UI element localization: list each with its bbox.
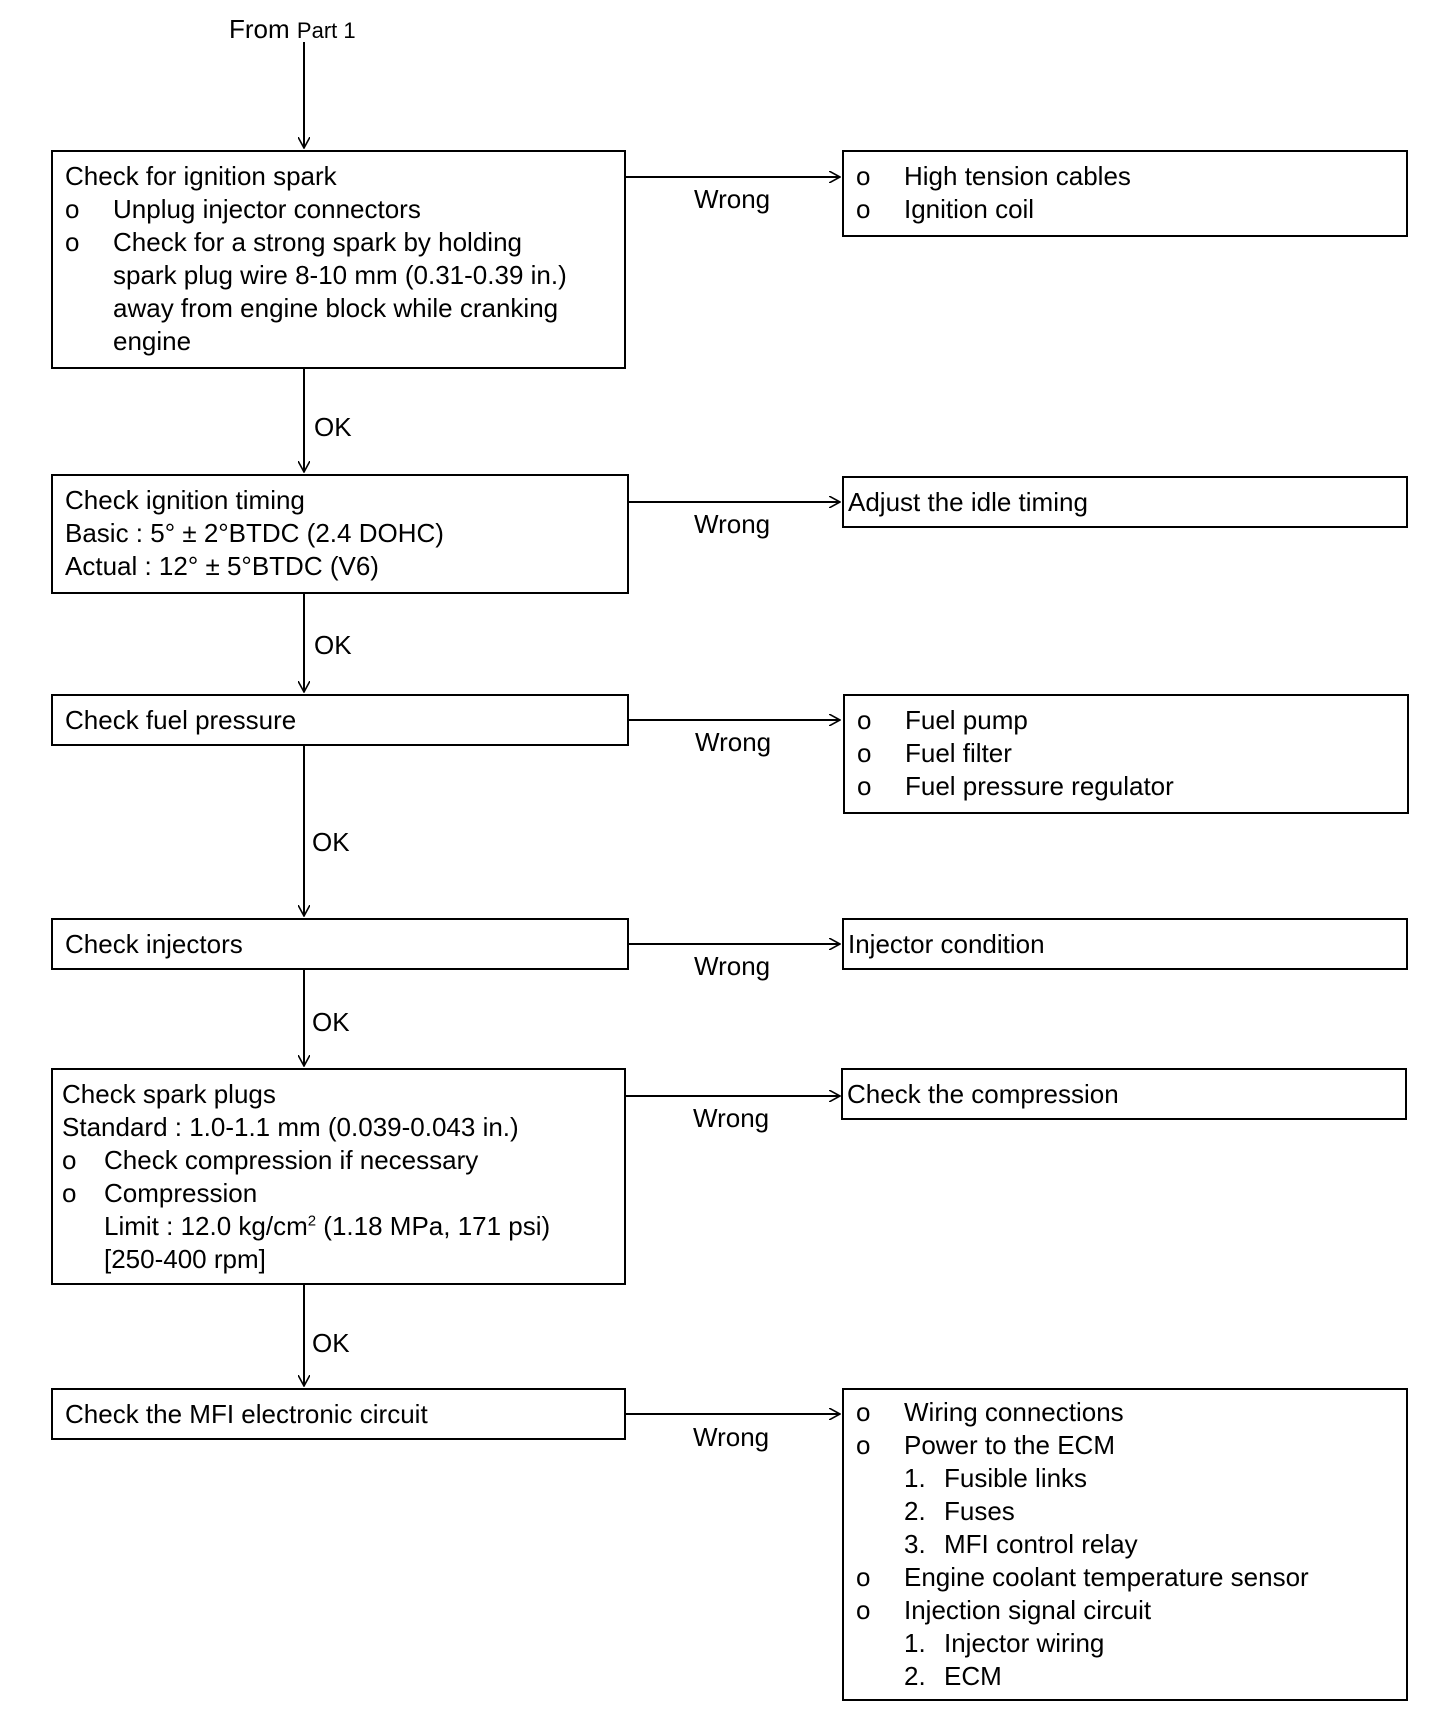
step-fuel-pressure-box: [51, 694, 629, 746]
bullet: o: [62, 1178, 77, 1208]
step-title: Check the MFI electronic circuit: [65, 1399, 428, 1429]
list-item: [856, 1594, 1394, 1627]
rpm-line: [250-400 rpm]: [104, 1244, 266, 1274]
from-text: From: [229, 14, 290, 44]
list-item-continuation: away from engine block while cranking: [113, 293, 559, 323]
bullet: o: [857, 771, 872, 801]
step-title: Check for ignition spark: [65, 161, 337, 191]
from-part-text: Part 1: [296, 18, 356, 43]
remedy-mfi-circuit-box: [842, 1388, 1408, 1701]
list-item-text: Unplug injector connectors: [113, 194, 421, 224]
bullet: o: [857, 705, 872, 735]
bullet: o: [856, 1397, 871, 1427]
list-item: [62, 1177, 612, 1210]
list-item-text: Power to the ECM: [904, 1430, 1115, 1460]
list-item: [62, 1144, 612, 1177]
ok-label-3: OK: [312, 827, 350, 857]
limit-pressure: (1.18 MPa, 171 psi): [316, 1211, 551, 1241]
sub-number: 2.: [904, 1496, 926, 1526]
list-item-text: Engine coolant temperature sensor: [904, 1562, 1309, 1592]
list-item: [856, 1396, 1394, 1429]
step-mfi-circuit-box: [51, 1388, 626, 1440]
remedy-fuel-pressure-box: [843, 694, 1409, 814]
list-item-text: Compression: [104, 1178, 258, 1208]
list-item-text: High tension cables: [904, 161, 1131, 191]
wrong-label-1: Wrong: [694, 184, 771, 214]
list-item: [856, 1561, 1394, 1594]
sub-number: 3.: [904, 1529, 926, 1559]
step-spark-plugs-box: [51, 1068, 626, 1285]
list-item-text: Ignition coil: [904, 194, 1035, 224]
wrong-label-3: Wrong: [695, 727, 772, 757]
spec-line: Actual : 12° ± 5°BTDC (V6): [65, 551, 379, 581]
sub-text: ECM: [944, 1661, 1002, 1691]
bullet: o: [856, 1430, 871, 1460]
list-item: [857, 704, 1395, 737]
list-item-text: Fuel pressure regulator: [905, 771, 1174, 801]
sub-number: 2.: [904, 1661, 926, 1691]
wrong-label-4: Wrong: [694, 951, 771, 981]
list-item-text: Injection signal circuit: [904, 1595, 1152, 1625]
list-item: [856, 193, 1394, 226]
list-item: [857, 770, 1395, 803]
sub-number: 1.: [904, 1463, 926, 1493]
bullet: o: [856, 161, 871, 191]
list-item-text: Check for a strong spark by holding: [113, 227, 522, 257]
list-item-continuation: engine: [113, 326, 192, 356]
limit-unit-superscript: 2: [307, 1212, 317, 1230]
bullet: o: [65, 194, 80, 224]
limit-text: Limit : 12.0 kg/cm: [104, 1211, 308, 1241]
remedy-injectors-box: [842, 918, 1408, 970]
limit-line: [65, 1210, 612, 1243]
sub-text: MFI control relay: [944, 1529, 1138, 1559]
list-item-text: Wiring connections: [904, 1397, 1124, 1427]
step-ignition-spark-box: [51, 150, 626, 369]
from-label: [229, 14, 356, 46]
step-title: Check ignition timing: [65, 485, 305, 515]
bullet: o: [65, 227, 80, 257]
bullet: o: [857, 738, 872, 768]
list-item-text: Fuel filter: [905, 738, 1012, 768]
step-title: Check spark plugs: [62, 1079, 276, 1109]
list-item: [65, 226, 612, 259]
list-item-text: Fuel pump: [905, 705, 1028, 735]
sub-list-item: [856, 1462, 1394, 1495]
remedy-ignition-spark-box: [842, 150, 1408, 237]
step-injectors-box: [51, 918, 629, 970]
step-title: Check fuel pressure: [65, 705, 297, 735]
ok-label-1: OK: [314, 412, 352, 442]
step-title: Check injectors: [65, 929, 243, 959]
step-ignition-timing-box: [51, 474, 629, 594]
ok-label-5: OK: [312, 1328, 350, 1358]
wrong-label-6: Wrong: [693, 1422, 770, 1452]
list-item-continuation: spark plug wire 8-10 mm (0.31-0.39 in.): [113, 260, 567, 290]
bullet: o: [856, 194, 871, 224]
sub-list-item: [856, 1660, 1394, 1693]
remedy-ignition-timing-box: [842, 476, 1408, 528]
sub-list-item: [856, 1627, 1394, 1660]
bullet: o: [856, 1595, 871, 1625]
sub-list-item: [856, 1495, 1394, 1528]
list-item: [856, 1429, 1394, 1462]
spec-line: Basic : 5° ± 2°BTDC (2.4 DOHC): [65, 518, 444, 548]
remedy-text: Adjust the idle timing: [848, 487, 1088, 517]
remedy-text: Check the compression: [847, 1079, 1119, 1109]
sub-text: Fusible links: [944, 1463, 1088, 1493]
remedy-spark-plugs-box: [841, 1068, 1407, 1120]
sub-number: 1.: [904, 1628, 926, 1658]
bullet: o: [62, 1145, 77, 1175]
list-item: [857, 737, 1395, 770]
list-item: [65, 193, 612, 226]
list-item-text: Check compression if necessary: [104, 1145, 479, 1175]
ok-label-2: OK: [314, 630, 352, 660]
sub-text: Injector wiring: [944, 1628, 1105, 1658]
wrong-label-2: Wrong: [694, 509, 771, 539]
wrong-label-5: Wrong: [693, 1103, 770, 1133]
bullet: o: [856, 1562, 871, 1592]
remedy-text: Injector condition: [848, 929, 1045, 959]
ok-label-4: OK: [312, 1007, 350, 1037]
list-item: [856, 160, 1394, 193]
sub-text: Fuses: [944, 1496, 1015, 1526]
spec-line: Standard : 1.0-1.1 mm (0.039-0.043 in.): [62, 1112, 519, 1142]
sub-list-item: [856, 1528, 1394, 1561]
